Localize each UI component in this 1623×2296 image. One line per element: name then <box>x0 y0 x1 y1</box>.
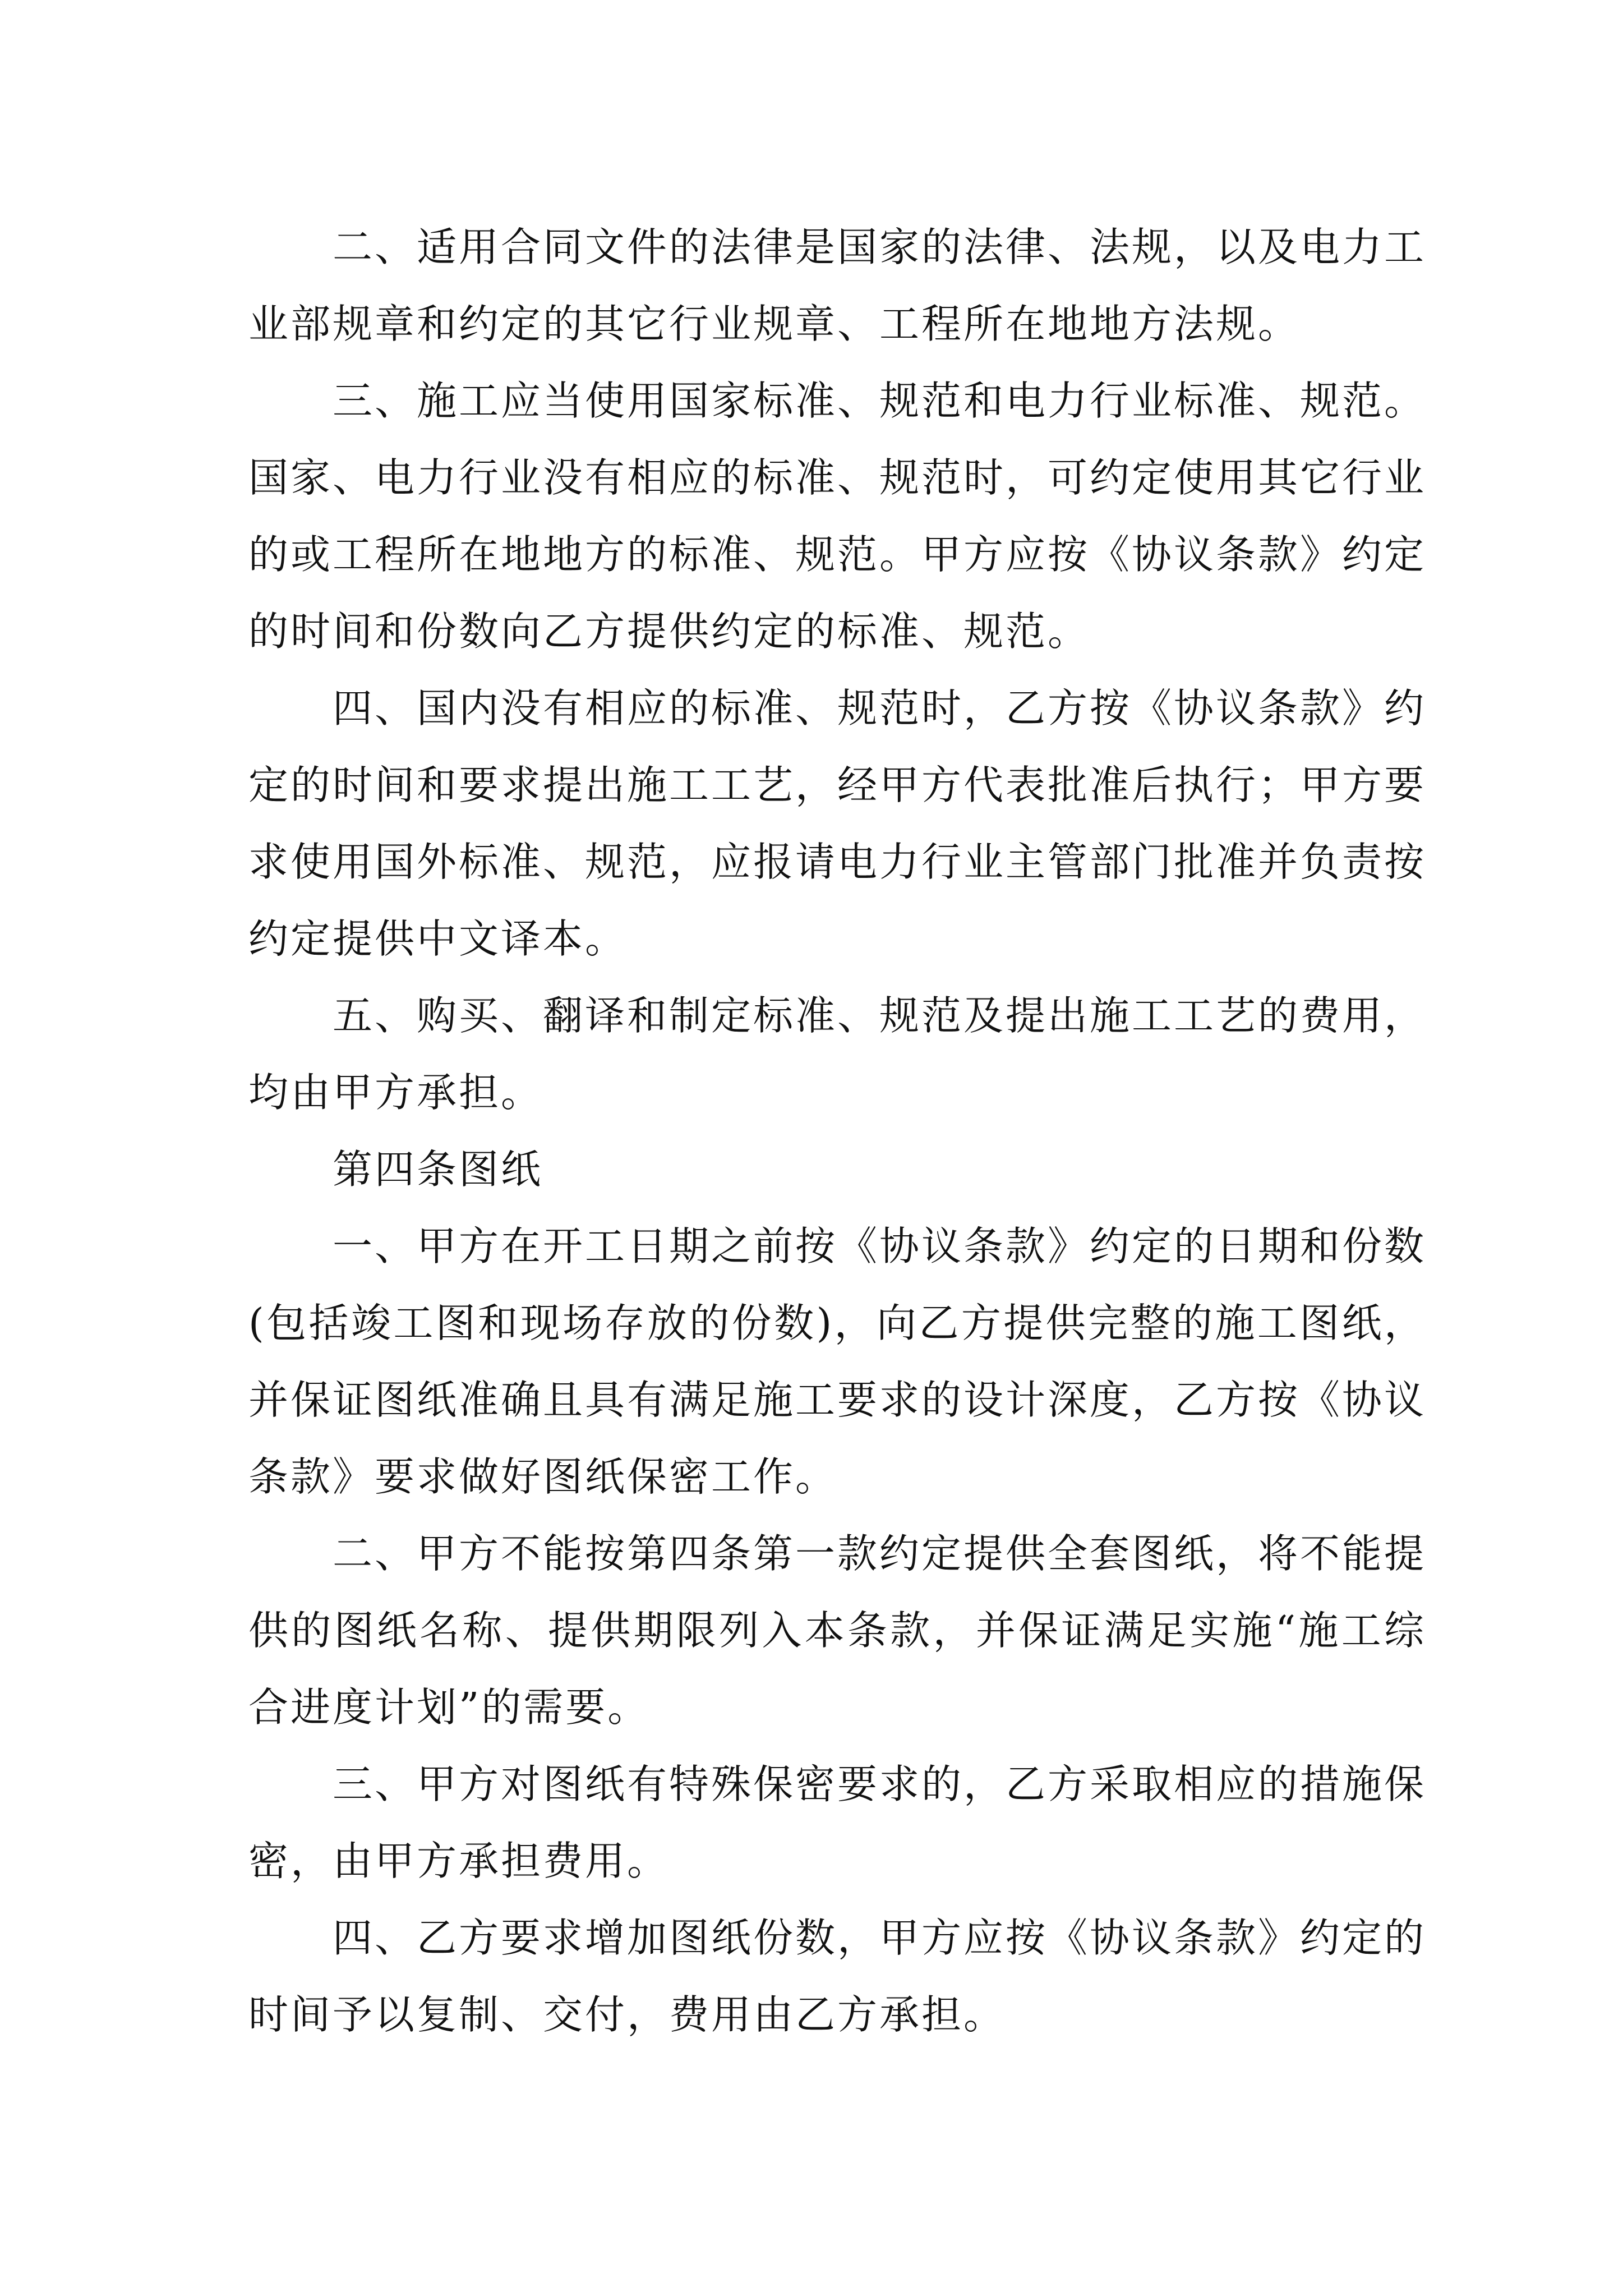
section-heading-drawings: 第四条图纸 <box>333 1146 543 1193</box>
paragraph-extra-copies: 四、乙方要求增加图纸份数，甲方应按《协议条款》约定的时间予以复制、交付，费用由乙方承担。 <box>248 1915 1427 2038</box>
paragraph-applicable-law: 二、适用合同文件的法律是国家的法律、法规，以及电力工业部规章和约定的其它行业规章、工程所在地地方法规。 <box>248 224 1427 347</box>
document-body <box>248 209 1426 2053</box>
paragraph-drawing-confidentiality: 三、甲方对图纸有特殊保密要求的，乙方采取相应的措施保密，由甲方承担费用。 <box>248 1761 1427 1884</box>
paragraph-drawings-provision: 一、甲方在开工日期之前按《协议条款》约定的日期和份数(包括竣工图和现场存放的份数)，向乙方提供完整的施工图纸，并保证图纸准确且具有满足施工要求的设计深度，乙方按《协议条款》要求做好图纸保密工作。 <box>248 1223 1427 1500</box>
paragraph-incomplete-drawings: 二、甲方不能按第四条第一款约定提供全套图纸，将不能提供的图纸名称、提供期限列入本条款，并保证满足实施“施工综合进度计划”的需要。 <box>248 1530 1427 1731</box>
paragraph-standards-costs: 五、购买、翻译和制定标准、规范及提出施工工艺的费用，均由甲方承担。 <box>248 992 1427 1116</box>
paragraph-standards-usage: 三、施工应当使用国家标准、规范和电力行业标准、规范。国家、电力行业没有相应的标准、规范时，可约定使用其它行业的或工程所在地地方的标准、规范。甲方应按《协议条款》约定的时间和份数向乙方提供约定的标准、规范。 <box>248 378 1427 655</box>
paragraph-no-domestic-standards: 四、国内没有相应的标准、规范时，乙方按《协议条款》约定的时间和要求提出施工工艺，经甲方代表批准后执行；甲方要求使用国外标准、规范，应报请电力行业主管部门批准并负责按约定提供中文译本。 <box>248 685 1427 962</box>
